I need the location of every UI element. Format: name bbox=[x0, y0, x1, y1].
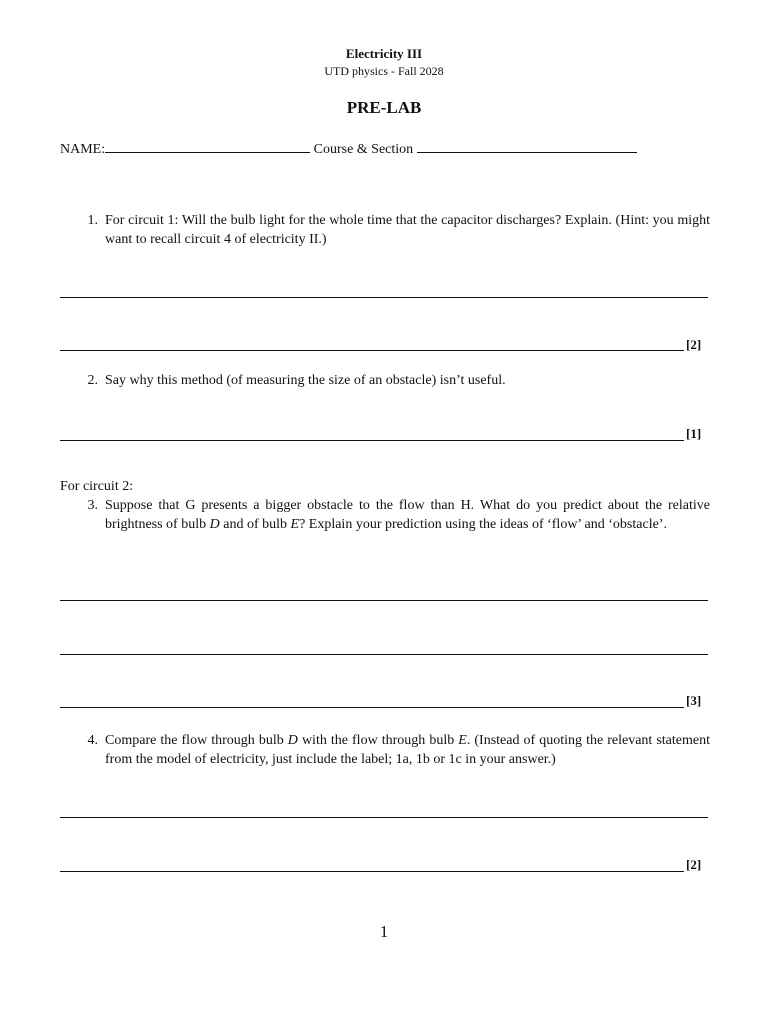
question-text: Compare the flow through bulb D with the flow through bulb E. (Instead of quoting the relevant statement from the model of electricity, just include the label; 1a, 1b or 1c in your answer.) bbox=[105, 733, 710, 767]
name-label: NAME: bbox=[60, 142, 106, 157]
course-section-field[interactable] bbox=[417, 140, 637, 153]
student-info-row bbox=[60, 140, 637, 158]
page-number: 1 bbox=[379, 922, 389, 941]
pre-lab-heading: PRE-LAB bbox=[346, 98, 422, 117]
answer-line[interactable] bbox=[60, 600, 708, 601]
question-number: 4. bbox=[87, 733, 98, 748]
question-number: 1. bbox=[87, 213, 98, 228]
question-number: 3. bbox=[87, 498, 98, 513]
question-text: Say why this method (of measuring the size of an obstacle) isn’t useful. bbox=[105, 373, 506, 388]
marks-label: [1] bbox=[686, 426, 702, 441]
answer-line[interactable] bbox=[60, 817, 708, 818]
answer-line[interactable] bbox=[60, 707, 684, 708]
answer-line[interactable] bbox=[60, 297, 708, 298]
question-text: Suppose that G presents a bigger obstacle to the flow than H. What do you predict about the relative brightness of bulb D and of bulb E? Explain your prediction using the ideas of ‘flow’ and ‘obstacle’. bbox=[105, 498, 710, 532]
question-number: 2. bbox=[87, 373, 98, 388]
section-label: For circuit 2: bbox=[60, 479, 134, 494]
question-text: For circuit 1: Will the bulb light for the whole time that the capacitor discharges? Explain. (Hint: you might want to recall circuit 4 of electricity II.) bbox=[105, 213, 710, 247]
document-subtitle: UTD physics - Fall 2028 bbox=[324, 64, 444, 78]
name-field[interactable] bbox=[105, 140, 310, 153]
answer-line[interactable] bbox=[60, 871, 684, 872]
marks-label: [2] bbox=[686, 337, 702, 352]
answer-line[interactable] bbox=[60, 654, 708, 655]
marks-label: [3] bbox=[686, 693, 702, 708]
marks-label: [2] bbox=[686, 857, 702, 872]
answer-line[interactable] bbox=[60, 440, 684, 441]
answer-line[interactable] bbox=[60, 350, 684, 351]
document-title: Electricity III bbox=[345, 46, 423, 61]
course-section-label: Course & Section bbox=[313, 142, 414, 157]
